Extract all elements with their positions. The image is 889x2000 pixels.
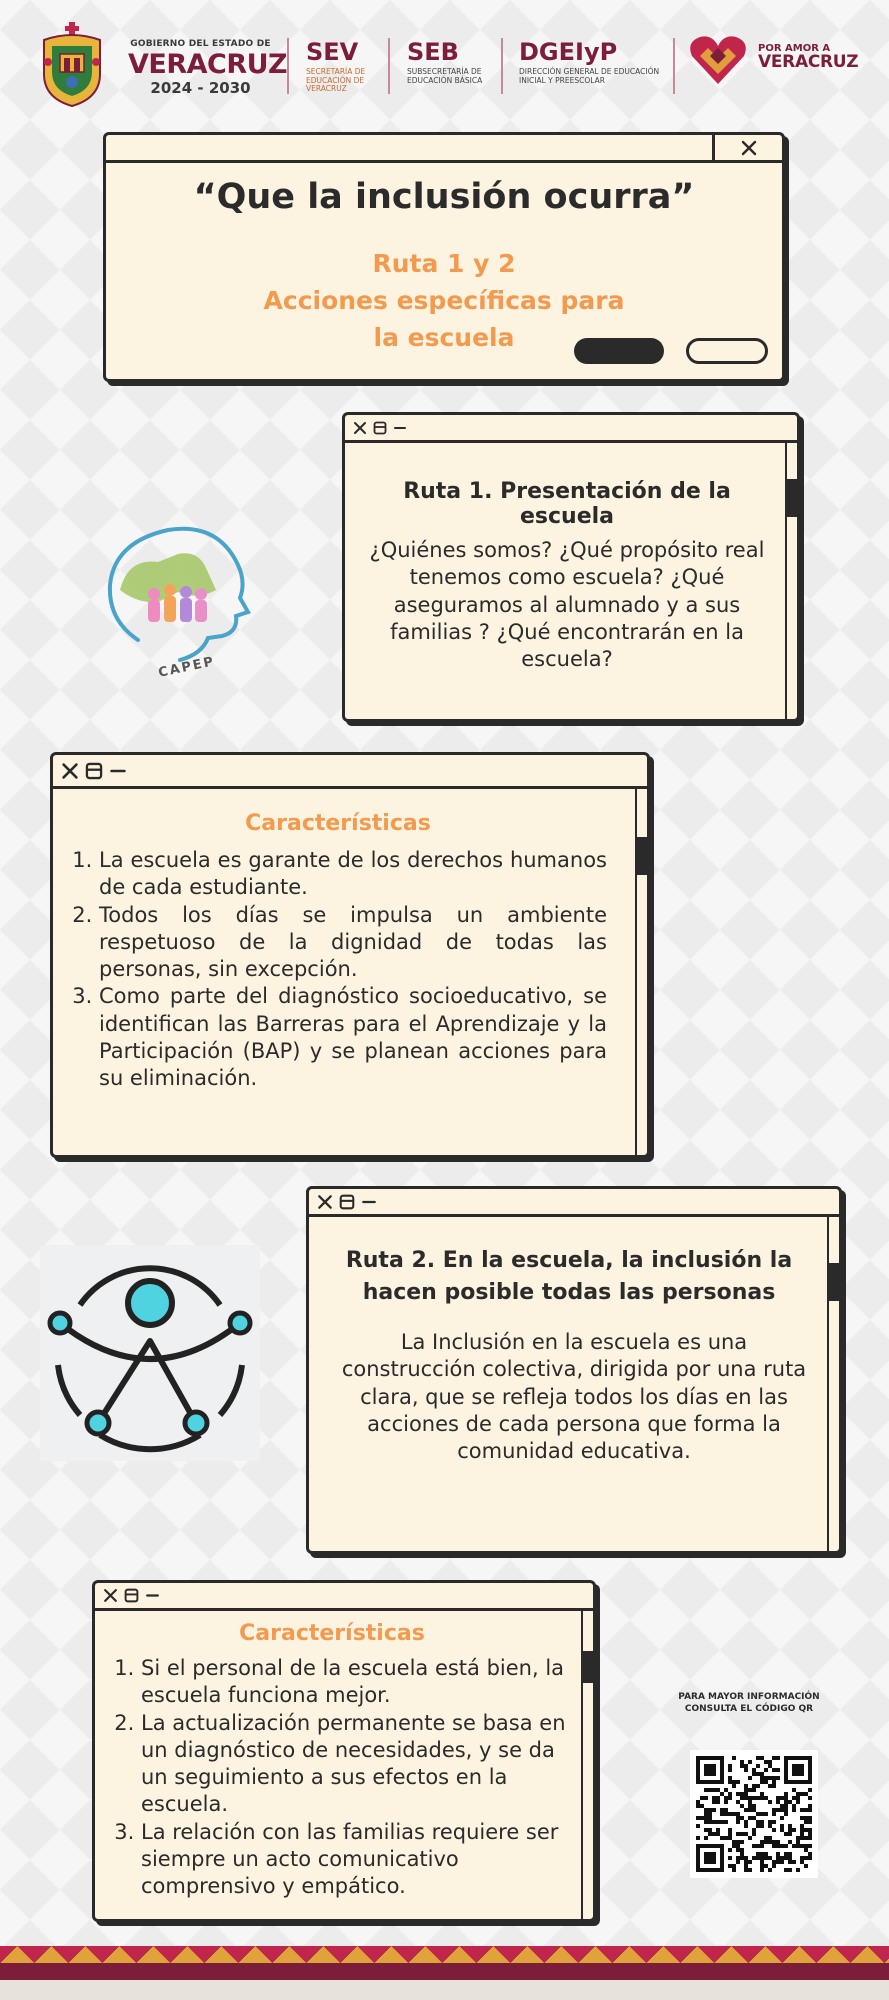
qr-code[interactable] — [690, 1750, 818, 1878]
ruta1-window — [342, 412, 800, 722]
veracruz-coat-of-arms-icon — [36, 22, 108, 108]
subtitle-line: Ruta 1 y 2 — [372, 249, 516, 278]
capep-head-icon — [98, 520, 258, 670]
qr-caption — [664, 1692, 834, 1715]
slogan-big: VERACRUZ — [758, 52, 859, 72]
caracteristicas1-titlebar — [53, 755, 647, 789]
list-item: 1. Si el personal de la escuela está bien, la escuela funciona mejor. — [141, 1655, 569, 1710]
maximize-icon[interactable] — [85, 762, 103, 780]
close-icon[interactable] — [317, 1194, 333, 1210]
caracteristicas1-heading: Características — [245, 811, 431, 836]
subtitle-line: Acciones específicas para — [263, 286, 625, 315]
universal-access-icon — [40, 1245, 260, 1461]
maximize-icon[interactable] — [373, 421, 387, 435]
qr-code-icon — [696, 1756, 812, 1872]
capep-logo — [98, 520, 258, 695]
seb-logo — [407, 40, 493, 85]
seb-subtitle: SUBSECRETARÍA DE EDUCACIÓN BÁSICA — [407, 67, 483, 85]
header-divider — [388, 38, 390, 94]
list-item: 2. La actualización permanente se basa en un diagnóstico de necesidades, y se da un seguimiento a sus efectos en la escuela. — [141, 1710, 569, 1819]
seb-acronym: SEB — [407, 38, 459, 66]
filled-pill-button[interactable] — [574, 338, 664, 364]
qr-caption-line: PARA MAYOR INFORMACIÓN — [678, 1692, 820, 1702]
dgeiyp-acronym: DGEIyP — [519, 38, 618, 66]
caracteristicas1-window — [50, 752, 650, 1158]
gov-state-name: VERACRUZ — [128, 49, 288, 80]
sev-logo — [306, 40, 384, 94]
list-item: 2. Todos los días se impulsa un ambiente respetuoso de la dignidad de todas las personas, sin excepción. — [99, 902, 607, 984]
ruta1-titlebar — [345, 415, 797, 443]
page-title: “Que la inclusión ocurra” — [193, 177, 695, 217]
dgeiyp-subtitle: DIRECCIÓN GENERAL DE EDUCACIÓN INICIAL Y PREESCOLAR — [519, 67, 660, 85]
scrollbar-thumb[interactable] — [583, 1651, 593, 1683]
outline-pill-button[interactable] — [686, 338, 768, 364]
footer-base — [0, 1980, 889, 2000]
gov-years: 2024 - 2030 — [150, 79, 251, 97]
gov-small-text: GOBIERNO DEL ESTADO DE — [130, 39, 271, 49]
ruta1-heading: Ruta 1. Presentación de la escuela — [403, 479, 731, 529]
caracteristicas2-titlebar — [95, 1583, 593, 1611]
ruta2-titlebar — [309, 1189, 839, 1217]
footer-pattern-band — [0, 1946, 889, 1980]
title-window-close-button[interactable] — [712, 135, 782, 160]
scrollbar-thumb[interactable] — [637, 837, 647, 875]
title-window — [103, 132, 785, 382]
capep-logo-text: CAPEP — [157, 654, 217, 681]
caracteristicas1-list — [67, 847, 607, 1093]
maximize-icon[interactable] — [124, 1588, 139, 1603]
heart-pattern-icon — [688, 34, 748, 86]
dgeiyp-logo — [519, 40, 671, 85]
close-icon — [741, 140, 757, 156]
caracteristicas2-heading: Características — [239, 1621, 425, 1646]
minimize-icon[interactable] — [393, 421, 407, 435]
header-divider — [287, 38, 289, 94]
close-icon[interactable] — [103, 1588, 118, 1603]
minimize-icon[interactable] — [109, 762, 127, 780]
header-divider — [673, 38, 675, 94]
scrollbar-thumb[interactable] — [829, 1263, 839, 1301]
close-icon[interactable] — [353, 421, 367, 435]
qr-caption-line: CONSULTA EL CÓDIGO QR — [684, 1703, 814, 1714]
minimize-icon[interactable] — [145, 1588, 160, 1603]
sev-acronym: SEV — [306, 38, 359, 66]
inclusion-icon-panel — [40, 1245, 260, 1461]
state-government-logo — [128, 39, 288, 97]
ruta1-text: ¿Quiénes somos? ¿Qué propósito real tenemos como escuela? ¿Qué aseguramos al alumnado y a sus familias ? ¿Qué encontrarán en la escuela? — [369, 538, 765, 672]
close-icon[interactable] — [61, 762, 79, 780]
maximize-icon[interactable] — [339, 1194, 355, 1210]
header-divider — [501, 38, 503, 94]
sev-subtitle: SECRETARÍA DE EDUCACIÓN DE VERACRUZ — [306, 67, 366, 94]
page-header — [0, 0, 889, 110]
slogan-logo — [758, 44, 858, 71]
subtitle-line: la escuela — [373, 323, 515, 352]
ruta2-heading: Ruta 2. En la escuela, la inclusión la hacen posible todas las personas — [345, 1248, 793, 1305]
caracteristicas2-window — [92, 1580, 596, 1922]
list-item: 3. Como parte del diagnóstico socioeducativo, se identifican las Barreras para el Aprendizaje y la Participación (BAP) y se planean acciones para su eliminación. — [99, 983, 607, 1092]
caracteristicas2-list — [109, 1655, 569, 1901]
list-item: 1. La escuela es garante de los derechos humanos de cada estudiante. — [99, 847, 607, 902]
ruta2-window — [306, 1186, 842, 1554]
minimize-icon[interactable] — [361, 1194, 377, 1210]
ruta2-text: La Inclusión en la escuela es una construcción colectiva, dirigida por una ruta clara, que se refleja todos los días en las acciones de cada persona que forma la comunidad educativa. — [341, 1330, 807, 1464]
slogan-small: POR AMOR A — [758, 43, 831, 54]
title-window-titlebar — [106, 135, 782, 163]
scrollbar-thumb[interactable] — [787, 479, 797, 517]
list-item: 3. La relación con las familias requiere ser siempre un acto comunicativo comprensivo y empático. — [141, 1819, 569, 1901]
